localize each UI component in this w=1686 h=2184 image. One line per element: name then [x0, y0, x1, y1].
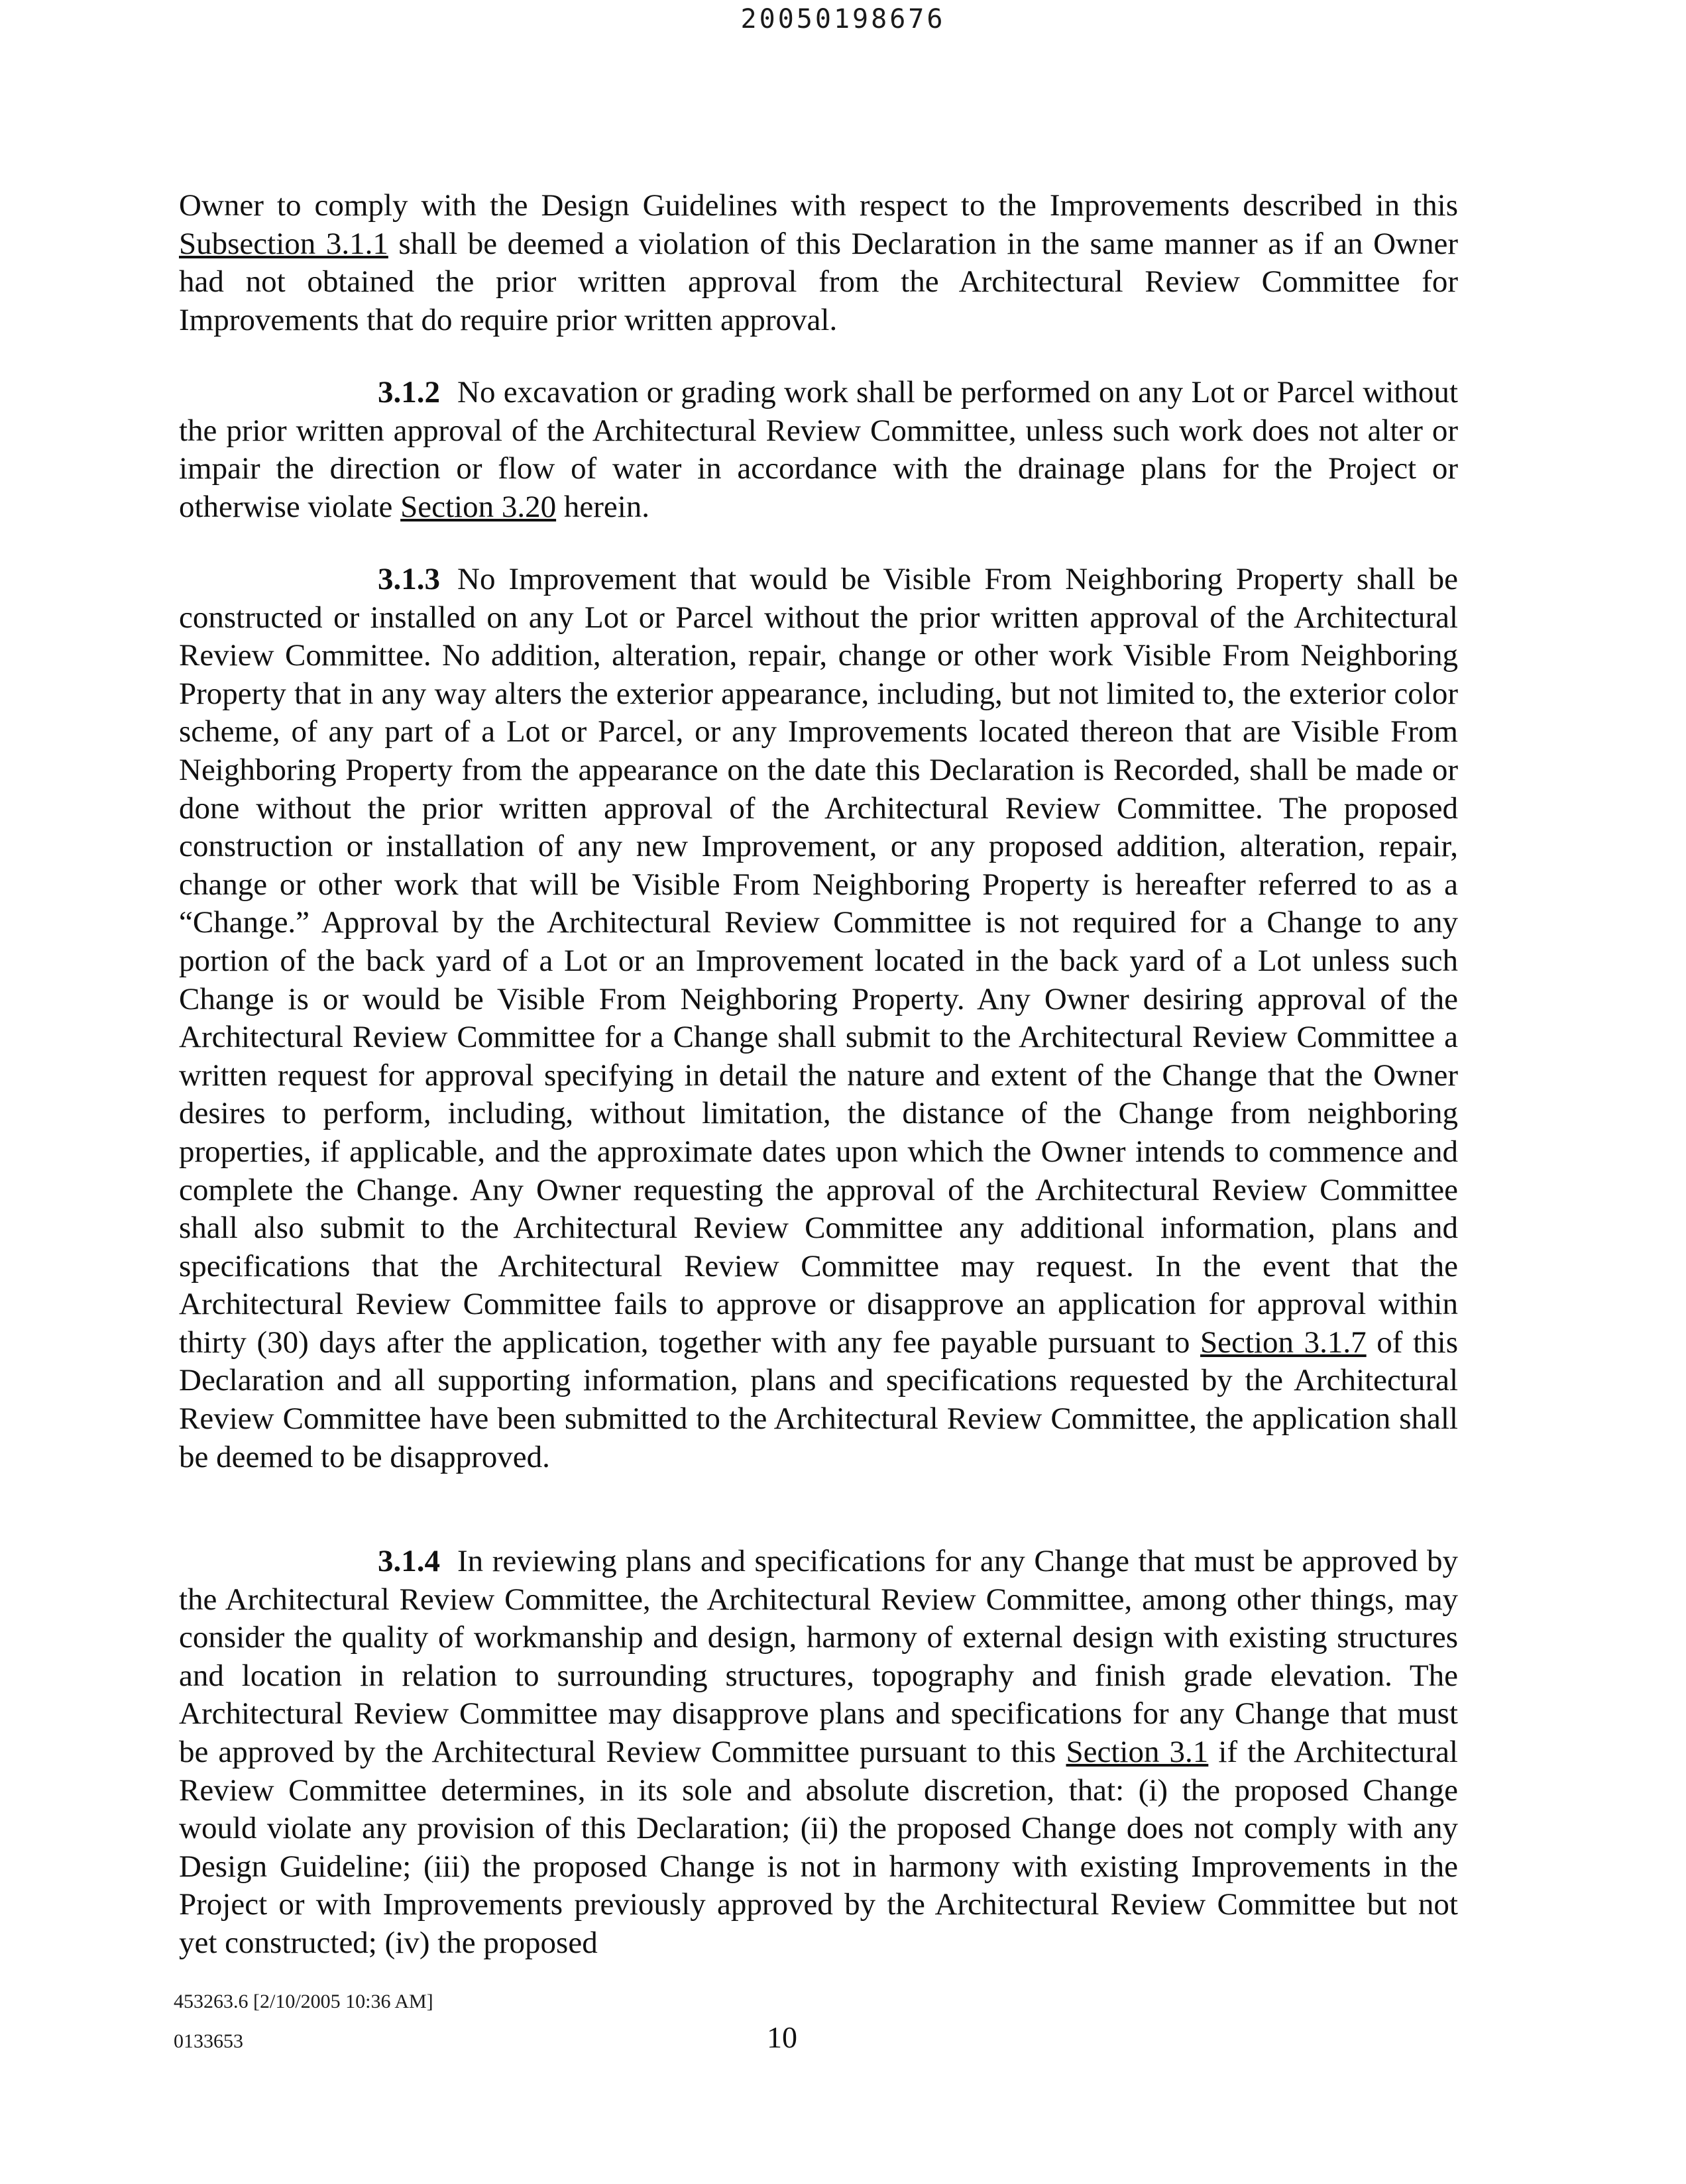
paragraph-continuation	[179, 187, 1458, 339]
section-number: 3.1.2	[378, 375, 440, 410]
document-number: 20050198676	[740, 4, 946, 34]
section-reference: Section 3.20	[400, 489, 557, 524]
section-3-1-4	[179, 1543, 1458, 1963]
paragraph-text: shall be deemed a violation of this Declaration in the same manner as if an Owner had not obtained the prior written approval from the Architectural Review Committee for Improvements that do require prior written approval.	[179, 226, 1458, 337]
paragraph-text: No Improvement that would be Visible From Neighboring Property shall be constructed or installed on any Lot or Parcel without the prior written approval of the Architectural Review Committee. No addition, alteration, repair, change or other work Visible From Neighboring Property that in any way alters the exterior appearance, including, but not limited to, the exterior color scheme, of any part of a Lot or Parcel, or any Improvements located thereon that are Visible From Neighboring Property from the appearance on the date this Declaration is Recorded, shall be made or done without the prior written approval of the Architectural Review Committee. The proposed construction or installation of any new Improvement, or any proposed addition, alteration, repair, change or other work that will be Visible From Neighboring Property is hereafter referred to as a “Change.” Approval by the Architectural Review Committee is not required for a Change to any portion of the back yard of a Lot or an Improvement located in the back yard of a Lot unless such Change is or would be Visible From Neighboring Property. Any Owner desiring approval of the Architectural Review Committee for a Change shall submit to the Architectural Review Committee a written request for approval specifying in detail the nature and extent of the Change that the Owner desires to perform, including, without limitation, the distance of the Change from neighboring properties, if applicable, and the approximate dates upon which the Owner intends to commence and complete the Change. Any Owner requesting the approval of the Architectural Review Committee shall also submit to the Architectural Review Committee any additional information, plans and specifications that the Architectural Review Committee may request. In the event that the Architectural Review Committee fails to approve or disapprove an application for approval within thirty (30) days after the application, together with any fee payable pursuant to	[179, 562, 1458, 1360]
section-reference: Section 3.1.7	[1200, 1325, 1367, 1360]
paragraph-text: Owner to comply with the Design Guidelines with respect to the Improvements described in this	[179, 188, 1458, 223]
footer-document-id: 453263.6 [2/10/2005 10:36 AM]	[174, 1991, 433, 2012]
footer-matter-id: 0133653	[174, 2030, 243, 2052]
section-reference: Section 3.1	[1066, 1734, 1209, 1769]
paragraph-text: herein.	[556, 489, 650, 524]
paragraph-text: No excavation or grading work shall be performed on any Lot or Parcel without the prior written approval of the Architectural Review Committee, unless such work does not alter or impair the direction or flow of water in accordance with the drainage plans for the Project or otherwise violate	[179, 375, 1458, 524]
subsection-reference: Subsection 3.1.1	[179, 226, 388, 261]
paragraph-text: if the Architectural Review Committee determines, in its sole and absolute discretion, that: (i) the proposed Change would violate any provision of this Declaration; (ii) the proposed Change does not comply with any Design Guideline; (iii) the proposed Change is not in harmony with existing Improvements in the Project or with Improvements previously approved by the Architectural Review Committee but not yet constructed; (iv) the proposed	[179, 1734, 1458, 1960]
section-3-1-3	[179, 561, 1458, 1476]
page-number: 10	[767, 2020, 797, 2054]
section-3-1-2	[179, 374, 1458, 526]
paragraph-text: In reviewing plans and specifications for any Change that must be approved by the Architectural Review Committee, the Architectural Review Committee, among other things, may consider the quality of workmanship and design, harmony of external design with existing structures and location in relation to surrounding structures, topography and finish grade elevation. The Architectural Review Committee may disapprove plans and specifications for any Change that must be approved by the Architectural Review Committee pursuant to this	[179, 1544, 1458, 1769]
paragraph-text: of this Declaration and all supporting information, plans and specifications requested by the Architectural Review Committee have been submitted to the Architectural Review Committee, the application shall be deemed to be disapproved.	[179, 1325, 1458, 1474]
section-number: 3.1.3	[378, 562, 440, 596]
section-number: 3.1.4	[378, 1544, 440, 1578]
